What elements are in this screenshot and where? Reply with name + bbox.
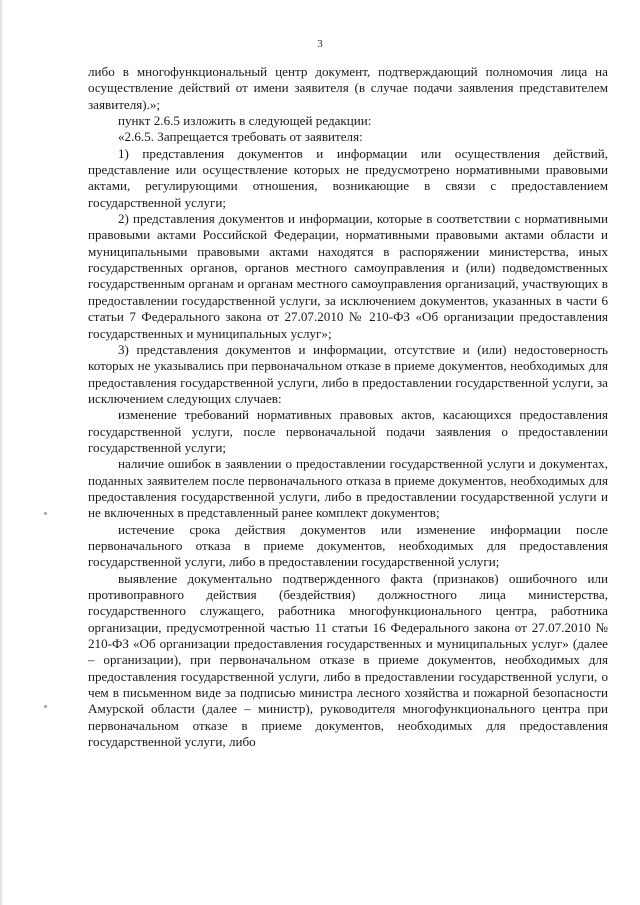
paragraph-continuation: либо в многофункциональный центр документ, подтверждающий полномочия лица на осуществление действий от имени заявителя (в случае подачи заявления представителем заявителя).»; bbox=[88, 64, 608, 112]
scan-edge bbox=[0, 0, 2, 905]
paragraph-amendment-intro: пункт 2.6.5 изложить в следующей редакции: bbox=[118, 113, 372, 129]
scan-dot bbox=[44, 705, 47, 708]
scan-dot bbox=[44, 512, 47, 515]
paragraph-item-1: 1) представления документов и информации или осуществления действий, представление или осуществление которых не предусмотрено нормативными правовыми актами, регулирующими отношения, возникающие в связи с предоставлением государственной услуги; bbox=[88, 145, 608, 210]
paragraph-case-errors: наличие ошибок в заявлении о предоставлении государственной услуги и документах, поданных заявителем после первоначального отказа в приеме документов, необходимых для предоставления государственной услуги, либо в предоставлении государственной услуги и не включенных в представленный ранее комплект документов; bbox=[88, 456, 608, 521]
paragraph-item-3: 3) представления документов и информации, отсутствие и (или) недостоверность которых не указывались при первоначальном отказе в приеме документов, необходимых для предоставления государственной услуги, либо в предоставлении государственной услуги, за исключением следующих случаев: bbox=[88, 341, 608, 406]
paragraph-item-2: 2) представления документов и информации, которые в соответствии с нормативными правовыми актами Российской Федерации, нормативными правовыми актами области и муниципальными правовыми актами находятся в распоряжении министерства, иных государственных органов, органов местного самоуправления и (или) подведомственных государственным органам и органам местного самоуправления организаций, участвующих в предоставлении государственной услуги, за исключением документов, указанных в части 6 статьи 7 Федерального закона от 27.07.2010 № 210-ФЗ «Об организации предоставления государственных и муниципальных услуг»; bbox=[88, 211, 608, 341]
page-number: 3 bbox=[317, 38, 323, 50]
paragraph-case-unlawful-action: выявление документально подтвержденного факта (признаков) ошибочного или противоправного действия (бездействия) должностного лица министерства, государственного служащего, работника многофункционального центра, работника организации, предусмотренной частью 11 статьи 16 Федерального закона от 27.07.2010 № 210-ФЗ «Об организации предоставления государственных и муниципальных услуг» (далее – организации), при первоначальном отказе в приеме документов, необходимых для предоставления государственной услуги, либо в предоставлении государственной услуги, о чем в письменном виде за подписью министра лесного хозяйства и пожарной безопасности Амурской области (далее – министр), руководителя многофункционального центра при первоначальном отказе в приеме документов, необходимых для предоставления государственной услуги, либо bbox=[88, 570, 608, 750]
paragraph-clause-heading: «2.6.5. Запрещается требовать от заявителя: bbox=[118, 129, 363, 145]
paragraph-case-expiry: истечение срока действия документов или изменение информации после первоначального отказа в приеме документов, необходимых для предоставления государственной услуги, либо в предоставлении государственной услуги; bbox=[88, 521, 608, 570]
document-body bbox=[88, 64, 608, 750]
paragraph-case-requirements-change: изменение требований нормативных правовых актов, касающихся предоставления государственной услуги, после первоначальной подачи заявления о предоставлении государственной услуги; bbox=[88, 407, 608, 455]
